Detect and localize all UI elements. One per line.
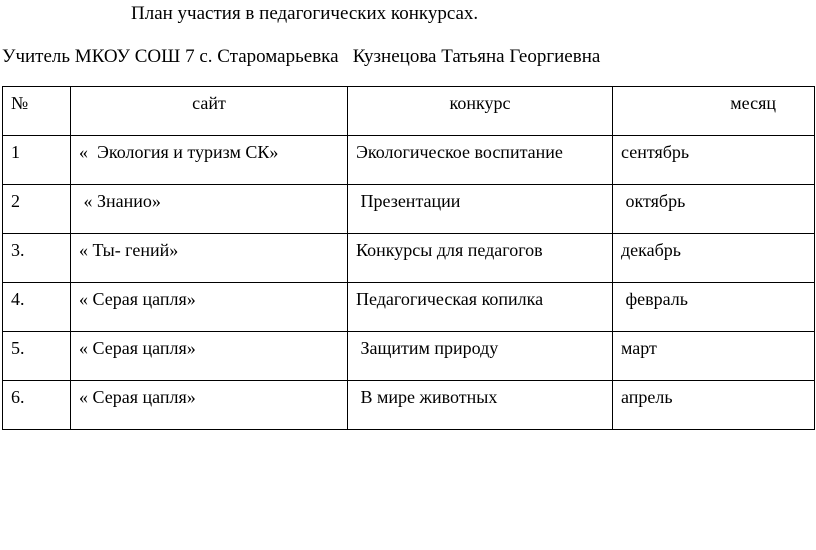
- teacher-line: Учитель МКОУ СОШ 7 с. Старомарьевка Кузнецова Татьяна Георгиевна: [2, 46, 601, 67]
- table-row: [3, 381, 815, 430]
- table-header-row: [3, 87, 815, 136]
- table-row: [3, 332, 815, 381]
- cell-site: « Ты- гений»: [71, 234, 348, 283]
- cell-month: март: [613, 332, 815, 381]
- cell-num: 1: [3, 136, 71, 185]
- cell-site: « Серая цапля»: [71, 381, 348, 430]
- cell-num: 5.: [3, 332, 71, 381]
- cell-month: октябрь: [613, 185, 815, 234]
- cell-month: апрель: [613, 381, 815, 430]
- cell-num: 6.: [3, 381, 71, 430]
- cell-contest: Презентации: [348, 185, 613, 234]
- cell-site: « Экология и туризм СК»: [71, 136, 348, 185]
- cell-contest: Конкурсы для педагогов: [348, 234, 613, 283]
- cell-num: 2: [3, 185, 71, 234]
- header-contest: конкурс: [348, 87, 613, 136]
- cell-num: 3.: [3, 234, 71, 283]
- header-month: месяц: [613, 87, 815, 136]
- table-row: [3, 136, 815, 185]
- cell-contest: Защитим природу: [348, 332, 613, 381]
- table-row: [3, 234, 815, 283]
- table-row: [3, 283, 815, 332]
- table-row: [3, 185, 815, 234]
- cell-site: « Серая цапля»: [71, 283, 348, 332]
- cell-month: февраль: [613, 283, 815, 332]
- cell-site: « Знанио»: [71, 185, 348, 234]
- cell-month: сентябрь: [613, 136, 815, 185]
- header-site: сайт: [71, 87, 348, 136]
- header-num: №: [3, 87, 71, 136]
- contest-plan-table: [2, 86, 815, 430]
- cell-contest: Экологическое воспитание: [348, 136, 613, 185]
- cell-contest: Педагогическая копилка: [348, 283, 613, 332]
- cell-site: « Серая цапля»: [71, 332, 348, 381]
- cell-num: 4.: [3, 283, 71, 332]
- cell-month: декабрь: [613, 234, 815, 283]
- page-title: План участия в педагогических конкурсах.: [131, 3, 479, 24]
- cell-contest: В мире животных: [348, 381, 613, 430]
